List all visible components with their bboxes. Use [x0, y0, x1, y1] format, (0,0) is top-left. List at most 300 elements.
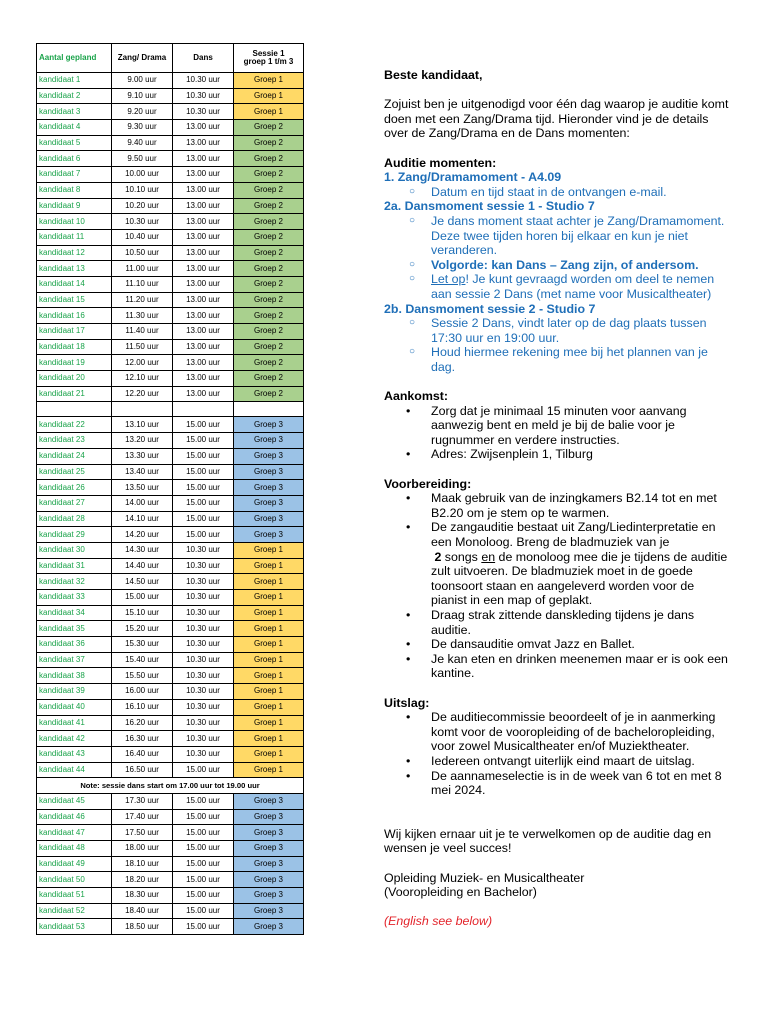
header-sessie-line2: groep 1 t/m 3 [243, 57, 294, 66]
audition-schedule-table [36, 43, 304, 935]
zang-drama-time-cell: 13.30 uur [112, 448, 173, 464]
dans-time-cell: 15.00 uur [173, 872, 234, 888]
dans-time-cell: 10.30 uur [173, 88, 234, 104]
candidate-name-cell: kandidaat 2 [37, 88, 112, 104]
session-group-cell: Groep 3 [234, 464, 304, 480]
bullet-icon: • [406, 651, 411, 666]
table-row [37, 292, 304, 308]
zang-drama-time-cell: 12.00 uur [112, 355, 173, 371]
dans-time-cell: 15.00 uur [173, 448, 234, 464]
zang-drama-time-cell: 16.40 uur [112, 746, 173, 762]
uitslag-bullet-1: • De auditiecommissie beoordeelt of je in aanmerking komt voor de vooropleiding of de bacheloropleiding, voor zowel Musicaltheater en/of Muziektheater. [406, 710, 716, 754]
session-group-cell: Groep 1 [234, 574, 304, 590]
session-group-cell: Groep 1 [234, 558, 304, 574]
zang-drama-time-cell: 9.00 uur [112, 73, 173, 89]
zang-drama-time-cell: 10.10 uur [112, 182, 173, 198]
session-group-cell: Groep 3 [234, 856, 304, 872]
dans-time-cell: 13.00 uur [173, 339, 234, 355]
candidate-name-cell: kandidaat 12 [37, 245, 112, 261]
table-row [37, 339, 304, 355]
table-row [37, 355, 304, 371]
candidate-name-cell: kandidaat 50 [37, 872, 112, 888]
schedule-block-afternoon [37, 417, 304, 778]
voorbereiding-bullet-4: • De dansauditie omvat Jazz en Ballet. [406, 637, 635, 652]
auditie-item-2a: 2a. Dansmoment sessie 1 - Studio 7 [384, 199, 595, 214]
auditie-item-2b-sub-1: ○ Sessie 2 Dans, vindt later op de dag plaats tussen 17:30 uur en 19:00 uur. [409, 316, 707, 345]
zang-drama-time-cell: 9.50 uur [112, 151, 173, 167]
zang-drama-time-cell: 11.40 uur [112, 324, 173, 340]
circle-bullet-icon: ○ [409, 317, 416, 329]
dans-time-cell: 15.00 uur [173, 417, 234, 433]
zang-drama-time-cell: 15.10 uur [112, 605, 173, 621]
candidate-name-cell: kandidaat 45 [37, 793, 112, 809]
candidate-name-cell: kandidaat 36 [37, 637, 112, 653]
voorbereiding-heading: Voorbereiding: [384, 476, 472, 491]
circle-bullet-icon: ○ [409, 214, 416, 226]
table-row [37, 621, 304, 637]
zang-drama-time-cell: 11.10 uur [112, 276, 173, 292]
table-row [37, 464, 304, 480]
candidate-name-cell: kandidaat 14 [37, 276, 112, 292]
dans-time-cell: 13.00 uur [173, 182, 234, 198]
session-group-cell: Groep 2 [234, 324, 304, 340]
session-group-cell: Groep 2 [234, 229, 304, 245]
dans-time-cell: 10.30 uur [173, 699, 234, 715]
candidate-name-cell: kandidaat 30 [37, 542, 112, 558]
table-header-row [37, 44, 304, 73]
aankomst-bullet-1: • Zorg dat je minimaal 15 minuten voor aanvang aanwezig bent en meld je bij de balie voor je rugnummer en verdere instructies. [406, 403, 687, 447]
candidate-name-cell: kandidaat 41 [37, 715, 112, 731]
session-group-cell: Groep 2 [234, 214, 304, 230]
session-group-cell: Groep 1 [234, 699, 304, 715]
candidate-name-cell: kandidaat 9 [37, 198, 112, 214]
session-group-cell: Groep 2 [234, 120, 304, 136]
zang-drama-time-cell: 13.50 uur [112, 480, 173, 496]
dans-time-cell: 15.00 uur [173, 809, 234, 825]
zang-drama-time-cell: 18.50 uur [112, 919, 173, 935]
dans-time-cell: 10.30 uur [173, 542, 234, 558]
bullet-icon: • [406, 710, 411, 725]
session-note: Note: sessie dans start om 17.00 uur tot 19.00 uur [37, 778, 304, 794]
session-group-cell: Groep 1 [234, 104, 304, 120]
session-group-cell: Groep 2 [234, 371, 304, 387]
auditie-item-2a-sub-2: ○ Volgorde: kan Dans – Zang zijn, of andersom. [409, 257, 699, 272]
candidate-name-cell: kandidaat 40 [37, 699, 112, 715]
zang-drama-time-cell: 9.40 uur [112, 135, 173, 151]
table-row [37, 214, 304, 230]
candidate-name-cell: kandidaat 53 [37, 919, 112, 935]
auditie-item-2b-sub-2: ○ Houd hiermee rekening mee bij het plannen van je dag. [409, 345, 708, 374]
header-zang-drama: Zang/ Drama [112, 44, 173, 73]
candidate-name-cell: kandidaat 21 [37, 386, 112, 402]
session-group-cell: Groep 3 [234, 919, 304, 935]
candidate-letter [384, 68, 730, 929]
candidate-name-cell: kandidaat 34 [37, 605, 112, 621]
table-gap-row [37, 402, 304, 417]
table-row [37, 825, 304, 841]
voorbereiding-bullet-3: • Draag strak zittende danskleding tijdens je dans auditie. [406, 607, 695, 637]
zang-drama-time-cell: 14.30 uur [112, 542, 173, 558]
table-row [37, 120, 304, 136]
dans-time-cell: 15.00 uur [173, 762, 234, 778]
dans-time-cell: 15.00 uur [173, 495, 234, 511]
session-group-cell: Groep 1 [234, 73, 304, 89]
zang-drama-time-cell: 14.40 uur [112, 558, 173, 574]
zang-drama-time-cell: 15.40 uur [112, 652, 173, 668]
candidate-name-cell: kandidaat 16 [37, 308, 112, 324]
schedule-gap [37, 402, 304, 417]
table-row [37, 699, 304, 715]
session-group-cell: Groep 3 [234, 480, 304, 496]
session-group-cell: Groep 2 [234, 386, 304, 402]
zang-drama-time-cell: 11.30 uur [112, 308, 173, 324]
dans-time-cell: 10.30 uur [173, 652, 234, 668]
session-group-cell: Groep 1 [234, 605, 304, 621]
dans-time-cell: 10.30 uur [173, 621, 234, 637]
candidate-name-cell: kandidaat 37 [37, 652, 112, 668]
candidate-name-cell: kandidaat 49 [37, 856, 112, 872]
zang-drama-time-cell: 13.20 uur [112, 433, 173, 449]
table-note-row [37, 778, 304, 794]
session-group-cell: Groep 3 [234, 793, 304, 809]
dans-time-cell: 13.00 uur [173, 151, 234, 167]
circle-bullet-icon: ○ [409, 346, 416, 358]
candidate-name-cell: kandidaat 3 [37, 104, 112, 120]
session-group-cell: Groep 1 [234, 542, 304, 558]
table-row [37, 684, 304, 700]
uitslag-bullet-2: • Iedereen ontvangt uiterlijk eind maart de uitslag. [406, 753, 695, 768]
bullet-icon: • [406, 491, 411, 506]
bullet-icon: • [406, 403, 411, 418]
bullet-icon: • [406, 520, 411, 535]
zang-drama-time-cell: 13.10 uur [112, 417, 173, 433]
table-row [37, 480, 304, 496]
table-row [37, 73, 304, 89]
uitslag-bullet-3: • De aannameselectie is in de week van 6 tot en met 8 mei 2024. [406, 768, 722, 798]
schedule-note [37, 778, 304, 794]
zang-drama-time-cell: 10.40 uur [112, 229, 173, 245]
dans-time-cell: 13.00 uur [173, 371, 234, 387]
table-row [37, 448, 304, 464]
dans-time-cell: 10.30 uur [173, 731, 234, 747]
zang-drama-time-cell: 18.40 uur [112, 903, 173, 919]
zang-drama-time-cell: 12.20 uur [112, 386, 173, 402]
intro-paragraph: Zojuist ben je uitgenodigd voor één dag waarop je auditie komt doen met een Zang/Drama tijd. Hieronder vind je de details over de Zang/Drama en de Dans momenten: [384, 97, 729, 141]
session-group-cell: Groep 3 [234, 448, 304, 464]
session-group-cell: Groep 2 [234, 292, 304, 308]
dans-time-cell: 13.00 uur [173, 198, 234, 214]
candidate-name-cell: kandidaat 43 [37, 746, 112, 762]
candidate-name-cell: kandidaat 1 [37, 73, 112, 89]
candidate-name-cell: kandidaat 44 [37, 762, 112, 778]
candidate-name-cell: kandidaat 15 [37, 292, 112, 308]
table-row [37, 590, 304, 606]
dans-time-cell: 10.30 uur [173, 605, 234, 621]
zang-drama-time-cell: 16.20 uur [112, 715, 173, 731]
table-row [37, 167, 304, 183]
zang-drama-time-cell: 18.10 uur [112, 856, 173, 872]
english-note: (English see below) [384, 914, 493, 929]
table-row [37, 182, 304, 198]
session-group-cell: Groep 2 [234, 135, 304, 151]
bullet-icon: • [406, 637, 411, 652]
candidate-name-cell: kandidaat 25 [37, 464, 112, 480]
dans-time-cell: 10.30 uur [173, 590, 234, 606]
table-row [37, 229, 304, 245]
candidate-name-cell: kandidaat 29 [37, 527, 112, 543]
zang-drama-time-cell: 15.50 uur [112, 668, 173, 684]
zang-drama-time-cell: 16.10 uur [112, 699, 173, 715]
dans-time-cell: 10.30 uur [173, 73, 234, 89]
dans-time-cell: 15.00 uur [173, 903, 234, 919]
dans-time-cell: 10.30 uur [173, 637, 234, 653]
zang-drama-time-cell: 13.40 uur [112, 464, 173, 480]
zang-drama-time-cell: 9.10 uur [112, 88, 173, 104]
dans-time-cell: 15.00 uur [173, 511, 234, 527]
table-row [37, 308, 304, 324]
zang-drama-time-cell: 15.30 uur [112, 637, 173, 653]
table-row [37, 371, 304, 387]
session-group-cell: Groep 3 [234, 872, 304, 888]
zang-drama-time-cell: 9.20 uur [112, 104, 173, 120]
dans-time-cell: 10.30 uur [173, 746, 234, 762]
table-row [37, 856, 304, 872]
table-row [37, 151, 304, 167]
session-group-cell: Groep 3 [234, 809, 304, 825]
session-group-cell: Groep 2 [234, 151, 304, 167]
closing-paragraph: Wij kijken ernaar uit je te verwelkomen op de auditie dag en wensen je veel succes! [384, 826, 712, 856]
candidate-name-cell: kandidaat 26 [37, 480, 112, 496]
session-group-cell: Groep 2 [234, 339, 304, 355]
session-group-cell: Groep 2 [234, 261, 304, 277]
zang-drama-time-cell: 10.50 uur [112, 245, 173, 261]
session-group-cell: Groep 1 [234, 652, 304, 668]
candidate-name-cell: kandidaat 47 [37, 825, 112, 841]
candidate-name-cell: kandidaat 31 [37, 558, 112, 574]
dans-time-cell: 15.00 uur [173, 919, 234, 935]
aankomst-heading: Aankomst: [384, 389, 449, 404]
session-group-cell: Groep 2 [234, 182, 304, 198]
dans-time-cell: 13.00 uur [173, 214, 234, 230]
table-row [37, 276, 304, 292]
dans-time-cell: 13.00 uur [173, 308, 234, 324]
candidate-name-cell: kandidaat 18 [37, 339, 112, 355]
candidate-name-cell: kandidaat 32 [37, 574, 112, 590]
zang-drama-time-cell: 14.50 uur [112, 574, 173, 590]
table-row [37, 417, 304, 433]
candidate-name-cell: kandidaat 8 [37, 182, 112, 198]
dans-time-cell: 10.30 uur [173, 684, 234, 700]
candidate-name-cell: kandidaat 7 [37, 167, 112, 183]
zang-drama-time-cell: 17.50 uur [112, 825, 173, 841]
table-row [37, 245, 304, 261]
zang-drama-time-cell: 18.20 uur [112, 872, 173, 888]
candidate-name-cell: kandidaat 52 [37, 903, 112, 919]
table-row [37, 919, 304, 935]
candidate-name-cell: kandidaat 22 [37, 417, 112, 433]
session-group-cell: Groep 1 [234, 731, 304, 747]
session-group-cell: Groep 1 [234, 88, 304, 104]
auditie-item-2a-sub-3: ○ Let op! Je kunt gevraagd worden om deel te nemen aan sessie 2 Dans (met name voor Musicaltheater) [409, 272, 715, 301]
dans-time-cell: 10.30 uur [173, 668, 234, 684]
dans-time-cell: 15.00 uur [173, 888, 234, 904]
dans-time-cell: 13.00 uur [173, 229, 234, 245]
auditie-item-1-sub-1: ○ Datum en tijd staat in de ontvangen e-mail. [409, 184, 667, 199]
candidate-name-cell: kandidaat 20 [37, 371, 112, 387]
candidate-name-cell: kandidaat 19 [37, 355, 112, 371]
table-row [37, 88, 304, 104]
session-group-cell: Groep 3 [234, 417, 304, 433]
candidate-name-cell: kandidaat 11 [37, 229, 112, 245]
table-row [37, 637, 304, 653]
table-row [37, 558, 304, 574]
candidate-name-cell: kandidaat 46 [37, 809, 112, 825]
voorbereiding-bullet-5: • Je kan eten en drinken meenemen maar er is ook een kantine. [406, 651, 728, 681]
zang-drama-time-cell: 18.30 uur [112, 888, 173, 904]
dans-time-cell: 13.00 uur [173, 292, 234, 308]
greeting: Beste kandidaat, [384, 68, 483, 82]
session-group-cell: Groep 1 [234, 684, 304, 700]
candidate-name-cell: kandidaat 28 [37, 511, 112, 527]
dans-time-cell: 10.30 uur [173, 104, 234, 120]
table-row [37, 511, 304, 527]
table-row [37, 888, 304, 904]
session-group-cell: Groep 2 [234, 308, 304, 324]
candidate-name-cell: kandidaat 13 [37, 261, 112, 277]
candidate-name-cell: kandidaat 17 [37, 324, 112, 340]
dans-time-cell: 13.00 uur [173, 167, 234, 183]
voorbereiding-bullet-2: • De zangauditie bestaat uit Zang/Liedinterpretatie en een Monoloog. Breng de bladmuziek van je 2 songs en de monoloog mee die je tijdens de auditie zult uitvoeren. De bladmuziek moet in de goede toonsoort staan en aangeleverd worden voor de pianist in een map of geplakt. [406, 520, 728, 608]
table-row [37, 668, 304, 684]
auditie-heading: Auditie momenten: [384, 155, 497, 170]
dans-time-cell: 15.00 uur [173, 527, 234, 543]
dans-time-cell: 15.00 uur [173, 793, 234, 809]
zang-drama-time-cell: 9.30 uur [112, 120, 173, 136]
table-row [37, 903, 304, 919]
zang-drama-time-cell: 18.00 uur [112, 841, 173, 857]
signature-line-1: Opleiding Muziek- en Musicaltheater [384, 870, 585, 885]
dans-time-cell: 13.00 uur [173, 276, 234, 292]
table-row [37, 762, 304, 778]
dans-time-cell: 13.00 uur [173, 120, 234, 136]
table-row [37, 746, 304, 762]
session-group-cell: Groep 2 [234, 276, 304, 292]
zang-drama-time-cell: 14.10 uur [112, 511, 173, 527]
dans-time-cell: 10.30 uur [173, 558, 234, 574]
bullet-icon: • [406, 753, 411, 768]
zang-drama-time-cell: 16.30 uur [112, 731, 173, 747]
candidate-name-cell: kandidaat 23 [37, 433, 112, 449]
candidate-name-cell: kandidaat 39 [37, 684, 112, 700]
candidate-name-cell: kandidaat 42 [37, 731, 112, 747]
table-row [37, 527, 304, 543]
table-row [37, 135, 304, 151]
header-sessie-line1: Sessie 1 [252, 49, 285, 58]
session-group-cell: Groep 1 [234, 762, 304, 778]
table-row [37, 652, 304, 668]
table-row [37, 841, 304, 857]
candidate-name-cell: kandidaat 51 [37, 888, 112, 904]
session-group-cell: Groep 1 [234, 746, 304, 762]
table-row [37, 793, 304, 809]
session-group-cell: Groep 2 [234, 355, 304, 371]
circle-bullet-icon: ○ [409, 185, 416, 197]
dans-time-cell: 13.00 uur [173, 261, 234, 277]
dans-time-cell: 13.00 uur [173, 135, 234, 151]
bullet-icon: • [406, 607, 411, 622]
session-group-cell: Groep 1 [234, 621, 304, 637]
dans-time-cell: 13.00 uur [173, 386, 234, 402]
session-group-cell: Groep 1 [234, 590, 304, 606]
table-row [37, 809, 304, 825]
header-dans: Dans [173, 44, 234, 73]
table-row [37, 542, 304, 558]
dans-time-cell: 15.00 uur [173, 480, 234, 496]
candidate-name-cell: kandidaat 5 [37, 135, 112, 151]
session-group-cell: Groep 3 [234, 841, 304, 857]
dans-time-cell: 13.00 uur [173, 245, 234, 261]
table-row [37, 198, 304, 214]
dans-time-cell: 10.30 uur [173, 715, 234, 731]
candidate-name-cell: kandidaat 24 [37, 448, 112, 464]
header-aantal-gepland: Aantal gepland [37, 44, 112, 73]
table-row [37, 386, 304, 402]
table-row [37, 104, 304, 120]
candidate-name-cell: kandidaat 35 [37, 621, 112, 637]
signature-line-2: (Vooropleiding en Bachelor) [384, 885, 537, 900]
session-group-cell: Groep 1 [234, 715, 304, 731]
auditie-item-2b: 2b. Dansmoment sessie 2 - Studio 7 [384, 301, 596, 316]
zang-drama-time-cell: 10.20 uur [112, 198, 173, 214]
session-group-cell: Groep 2 [234, 198, 304, 214]
header-sessie [234, 44, 304, 73]
dans-time-cell: 10.30 uur [173, 574, 234, 590]
table-row [37, 605, 304, 621]
session-group-cell: Groep 3 [234, 511, 304, 527]
session-group-cell: Groep 2 [234, 167, 304, 183]
session-group-cell: Groep 3 [234, 527, 304, 543]
schedule-block-morning [37, 73, 304, 402]
zang-drama-time-cell: 11.00 uur [112, 261, 173, 277]
dans-time-cell: 15.00 uur [173, 433, 234, 449]
zang-drama-time-cell: 16.50 uur [112, 762, 173, 778]
zang-drama-time-cell: 15.20 uur [112, 621, 173, 637]
schedule-block-evening [37, 793, 304, 934]
candidate-name-cell: kandidaat 33 [37, 590, 112, 606]
candidate-name-cell: kandidaat 4 [37, 120, 112, 136]
candidate-name-cell: kandidaat 38 [37, 668, 112, 684]
aankomst-bullet-2: • Adres: Zwijsenplein 1, Tilburg [406, 447, 593, 462]
dans-time-cell: 13.00 uur [173, 324, 234, 340]
zang-drama-time-cell: 12.10 uur [112, 371, 173, 387]
zang-drama-time-cell: 15.00 uur [112, 590, 173, 606]
session-group-cell: Groep 3 [234, 495, 304, 511]
table-row [37, 261, 304, 277]
table-row [37, 433, 304, 449]
table-row [37, 574, 304, 590]
session-group-cell: Groep 2 [234, 245, 304, 261]
dans-time-cell: 15.00 uur [173, 464, 234, 480]
circle-bullet-icon: ○ [409, 273, 416, 285]
session-group-cell: Groep 3 [234, 433, 304, 449]
dans-time-cell: 13.00 uur [173, 355, 234, 371]
voorbereiding-bullet-1: • Maak gebruik van de inzingkamers B2.14 tot en met B2.20 om je stem op te warmen. [406, 491, 717, 520]
candidate-name-cell: kandidaat 10 [37, 214, 112, 230]
bullet-icon: • [406, 768, 411, 783]
auditie-item-1: 1. Zang/Dramamoment - A4.09 [384, 170, 562, 185]
session-group-cell: Groep 3 [234, 825, 304, 841]
dans-time-cell: 15.00 uur [173, 841, 234, 857]
